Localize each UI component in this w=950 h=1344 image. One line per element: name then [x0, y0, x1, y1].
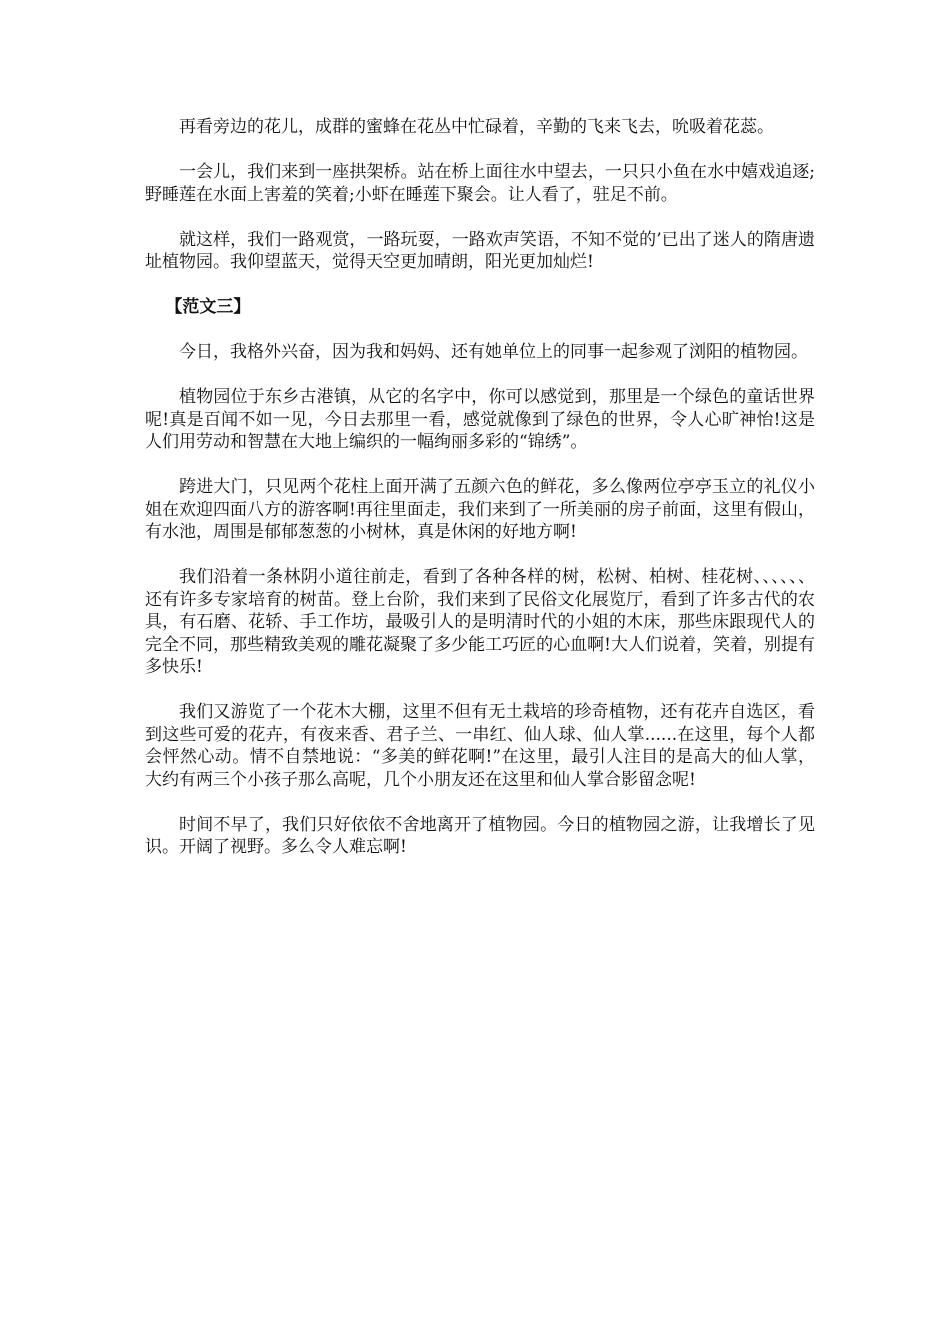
- paragraph-intro: 今日，我格外兴奋，因为我和妈妈、还有她单位上的同事一起参观了浏阳的植物园。: [179, 342, 808, 362]
- paragraph-conclusion: 时间不早了，我们只好依依不舍地离开了植物园。今日的植物园之游，让我增长了见识。开阔了视野。多么令人难忘啊!: [145, 814, 815, 857]
- paragraph-bridge: 一会儿，我们来到一座拱架桥。站在桥上面往水中望去，一只只小鱼在水中嬉戏追逐;野睡莲在水面上害羞的笑着;小虾在睡莲下聚会。让人看了，驻足不前。: [145, 162, 815, 205]
- paragraph-entrance: 跨进大门，只见两个花柱上面开满了五颜六色的鲜花，多么像两位亭亭玉立的礼仪小姐在欢迎四面八方的游客啊!再往里面走，我们来到了一所美丽的房子前面，这里有假山，有水池，周围是郁郁葱葱的小树林，真是休闲的好地方啊!: [145, 477, 815, 542]
- paragraph-location: 植物园位于东乡古港镇，从它的名字中，你可以感觉到，那里是一个绿色的童话世界呢!真是百闻不如一见，今日去那里一看，感觉就像到了绿色的世界，令人心旷神怡!这是人们用劳动和智慧在大地上编织的一幅绚丽多彩的“锦绣”。: [145, 387, 815, 452]
- section-heading: 【范文三】: [165, 297, 251, 317]
- document-page: [145, 116, 815, 881]
- paragraph-bees: 再看旁边的花儿，成群的蜜蜂在花丛中忙碌着，辛勤的飞来飞去，吮吸着花蕊。: [179, 117, 774, 137]
- paragraph-leaving-park: 就这样，我们一路观赏，一路玩耍，一路欢声笑语，不知不觉的’已出了迷人的隋唐遗址植物园。我仰望蓝天，觉得天空更加晴朗，阳光更加灿烂!: [145, 229, 815, 272]
- paragraph-trees-and-hall: 我们沿着一条林阴小道往前走，看到了各种各样的树，松树、柏树、桂花树、、、、、、还有许多专家培育的树苗。登上台阶，我们来到了民俗文化展览厅，看到了许多古代的农具，有石磨、花轿、手工作坊，最吸引人的是明清时代的小姐的木床，那些床跟现代人的完全不同，那些精致美观的雕花凝聚了多少能工巧匠的心血啊!大人们说着，笑着，别提有多快乐!: [145, 567, 815, 677]
- paragraph-greenhouse: 我们又游览了一个花木大棚，这里不但有无土栽培的珍奇植物，还有花卉自选区，看到这些可爱的花卉，有夜来香、君子兰、一串红、仙人球、仙人掌......在这里，每个人都会怦然心动。情不自禁地说：“多美的鲜花啊!”在这里，最引人注目的是高大的仙人掌，大约有两三个小孩子那么高呢，几个小朋友还在这里和仙人掌合影留念呢!: [145, 702, 815, 790]
